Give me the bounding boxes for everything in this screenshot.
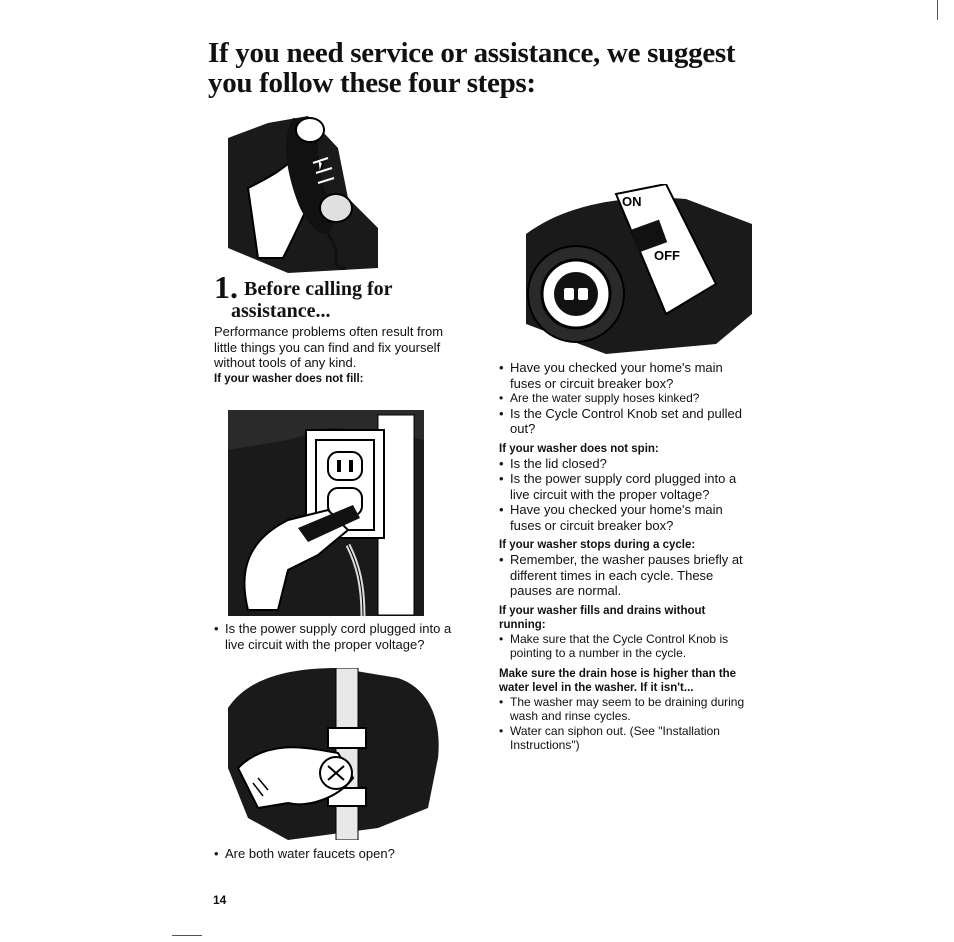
list-item: • Is the lid closed? bbox=[499, 456, 751, 472]
step-heading-line-2: assistance... bbox=[231, 300, 331, 322]
list-item: • Are the water supply hoses kinked? bbox=[499, 391, 751, 406]
list-item: • Make sure that the Cycle Control Knob is pointing to a number in the cycle. bbox=[499, 632, 751, 661]
intro-paragraph: Performance problems often result from little things you can find and fix yourself without tools of any kind. bbox=[214, 324, 444, 370]
step-heading bbox=[214, 269, 474, 322]
page-number: 14 bbox=[213, 893, 227, 907]
list-item: • Water can siphon out. (See "Installation Instructions") bbox=[499, 724, 751, 753]
circuit-breaker-illustration bbox=[526, 184, 752, 354]
list-item: • Have you checked your home's main fuses or circuit breaker box? bbox=[499, 360, 751, 391]
faucet-illustration bbox=[228, 668, 442, 840]
title-line-1: If you need service or assistance, we suggest bbox=[208, 37, 736, 69]
scan-edge-line bbox=[937, 0, 938, 20]
list-item: • The washer may seem to be draining during wash and rinse cycles. bbox=[499, 695, 751, 724]
list-item: • Have you checked your home's main fuses or circuit breaker box? bbox=[499, 502, 751, 533]
right-bullets-general-3 bbox=[499, 406, 751, 437]
step-number: 1. bbox=[214, 269, 238, 305]
subheading-does-not-fill: If your washer does not fill: bbox=[214, 373, 364, 385]
title-line-2: you follow these four steps: bbox=[208, 67, 536, 99]
list-item: • Is the power supply cord plugged into a live circuit with the proper voltage? bbox=[214, 621, 466, 652]
right-bullets-general-2 bbox=[499, 391, 751, 406]
step-heading-line-1: Before calling for bbox=[244, 278, 393, 300]
list-item: • Is the Cycle Control Knob set and pulled out? bbox=[499, 406, 751, 437]
right-bullets-general bbox=[499, 360, 751, 391]
scan-edge-line-bottom bbox=[172, 935, 202, 936]
right-bullets-fills bbox=[499, 632, 751, 661]
outlet-plug-illustration bbox=[228, 410, 424, 616]
right-bullets-spin bbox=[499, 456, 751, 534]
page-title bbox=[208, 38, 828, 98]
switch-off-label: OFF bbox=[654, 248, 680, 263]
right-bullets-drain bbox=[499, 695, 751, 753]
switch-on-label: ON bbox=[622, 194, 642, 209]
right-column bbox=[499, 360, 751, 753]
list-item: • Is the power supply cord plugged into a live circuit with the proper voltage? bbox=[499, 471, 751, 502]
left-bullets-faucets bbox=[214, 846, 466, 862]
list-item: • Remember, the washer pauses briefly at different times in each cycle. These pauses are normal. bbox=[499, 552, 751, 599]
left-bullets-power bbox=[214, 621, 466, 652]
telephone-illustration bbox=[228, 108, 378, 273]
subheading-drain-hose: Make sure the drain hose is higher than the water level in the washer. If it isn't... bbox=[499, 667, 737, 694]
right-bullets-stops bbox=[499, 552, 751, 599]
subheading-fills-and-drains: If your washer fills and drains without running: bbox=[499, 604, 706, 631]
subheading-stops-during-cycle: If your washer stops during a cycle: bbox=[499, 539, 696, 551]
subheading-does-not-spin: If your washer does not spin: bbox=[499, 442, 659, 455]
list-item: • Are both water faucets open? bbox=[214, 846, 466, 862]
